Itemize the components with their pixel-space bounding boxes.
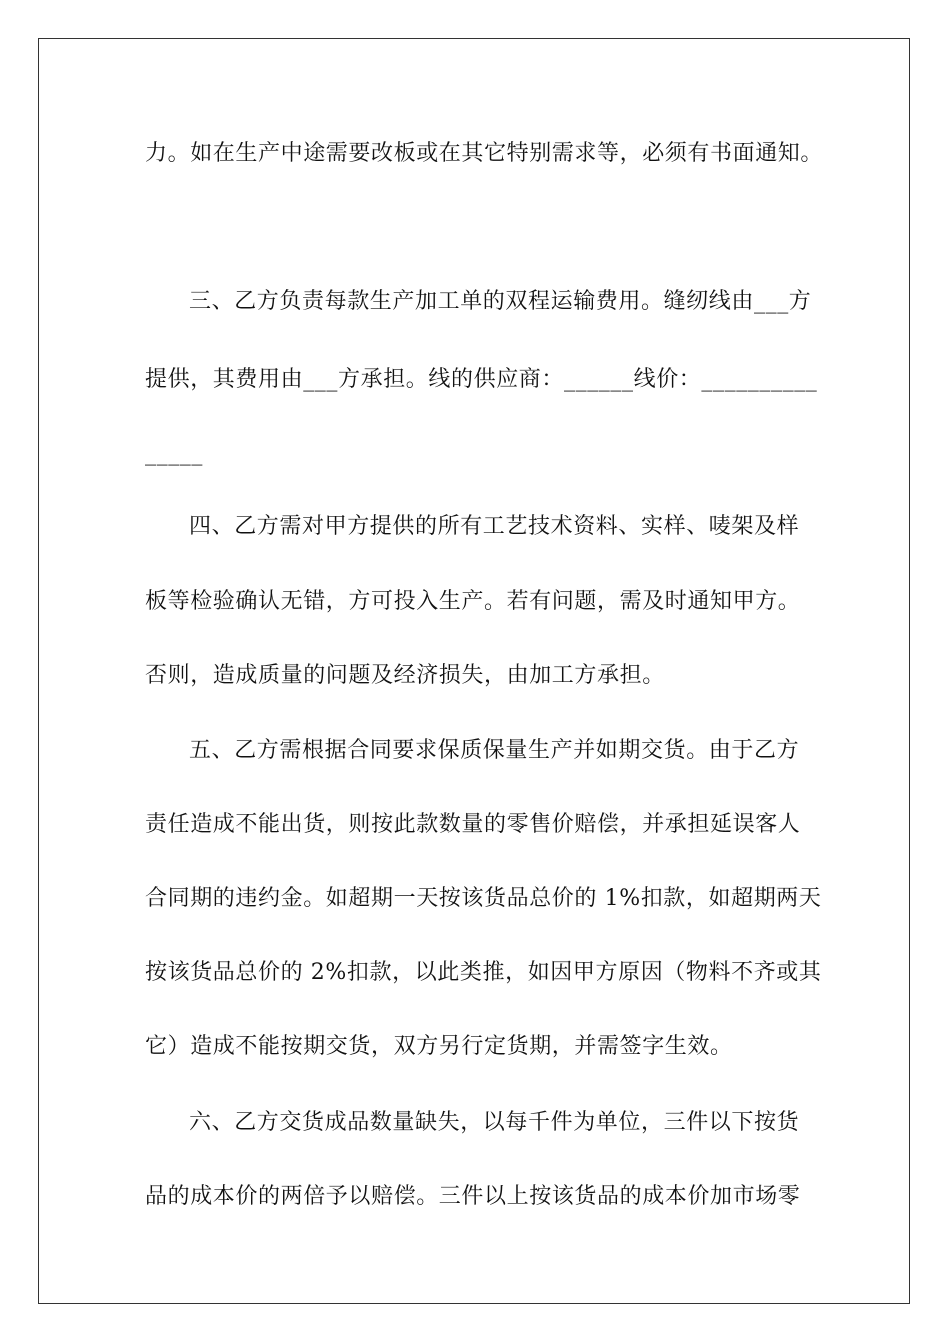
clause-4-line-3: 否则，造成质量的问题及经济损失，由加工方承担。 [145, 663, 665, 688]
clause-6-line-2: 品的成本价的两倍予以赔偿。三件以上按该货品的成本价加市场零 [145, 1184, 801, 1209]
clause-4-line-1: 四、乙方需对甲方提供的所有工艺技术资料、实样、唛架及样 [189, 514, 800, 539]
clause-3-line-3: _____ [145, 441, 203, 466]
paragraph-2-end-line: 力。如在生产中途需要改板或在其它特别需求等，必须有书面通知。 [145, 141, 824, 166]
clause-3-line-1: 三、乙方负责每款生产加工单的双程运输费用。缝纫线由___方 [189, 289, 812, 314]
clause-5-line-1: 五、乙方需根据合同要求保质保量生产并如期交货。由于乙方 [189, 738, 800, 763]
clause-4-line-2: 板等检验确认无错，方可投入生产。若有问题，需及时通知甲方。 [145, 589, 801, 614]
clause-5-line-5: 它）造成不能按期交货，双方另行定货期，并需签字生效。 [145, 1034, 733, 1059]
clause-5-line-3: 合同期的违约金。如超期一天按该货品总价的 1%扣款，如超期两天 [145, 886, 822, 911]
clause-5-line-2: 责任造成不能出货，则按此款数量的零售价赔偿，并承担延误客人 [145, 812, 801, 837]
clause-6-line-1: 六、乙方交货成品数量缺失，以每千件为单位，三件以下按货 [189, 1110, 800, 1135]
clause-3-line-2: 提供，其费用由___方承担。线的供应商：______线价：__________ [145, 367, 818, 392]
clause-5-line-4: 按该货品总价的 2%扣款，以此类推，如因甲方原因（物料不齐或其 [145, 960, 822, 985]
